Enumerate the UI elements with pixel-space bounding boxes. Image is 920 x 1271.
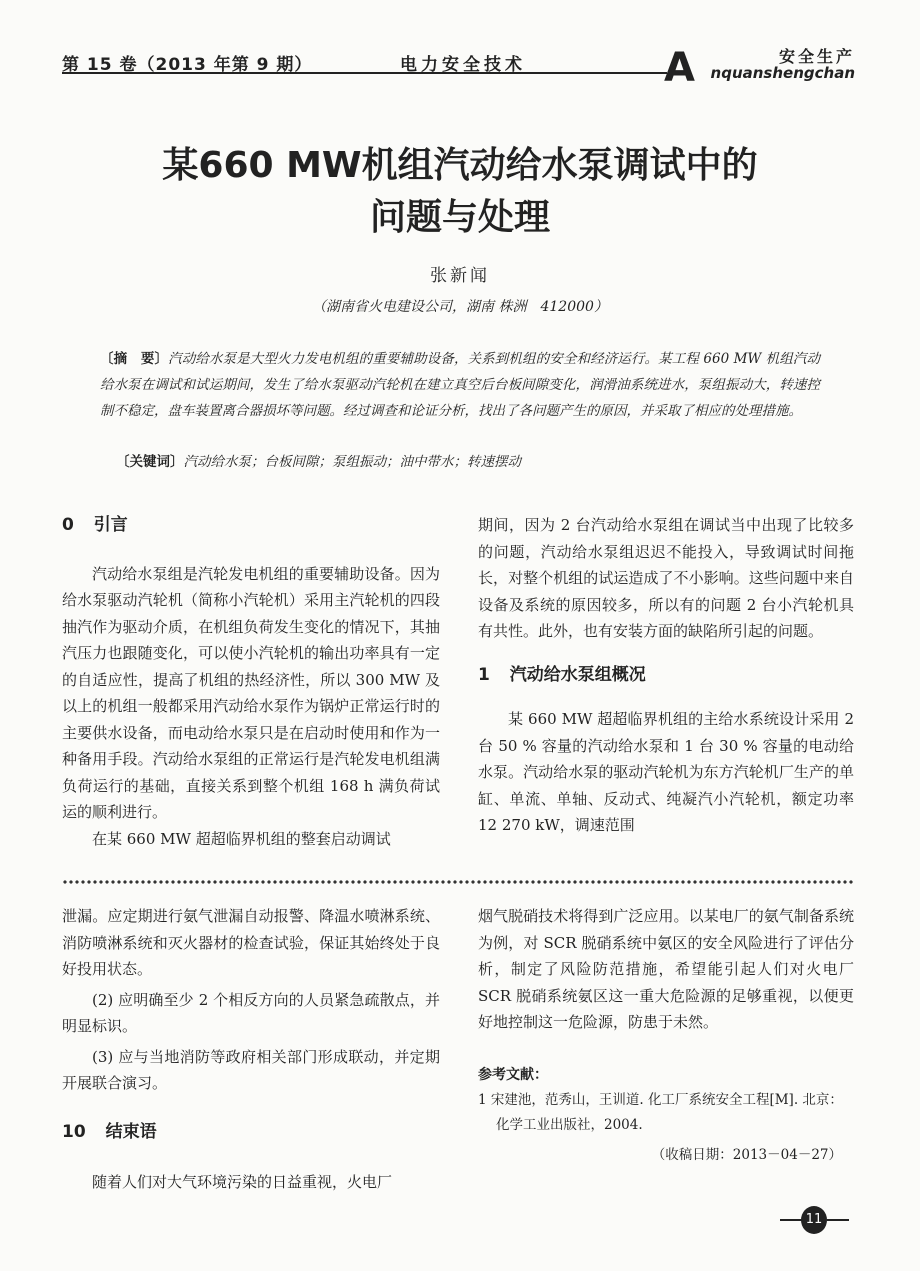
paragraph: 在某 660 MW 超超临界机组的整套启动调试 [92,829,391,848]
reference-line: 化学工业出版社，2004. [496,1117,643,1133]
section-10-title: 结束语 [105,1121,157,1142]
list-item: (2) 应明确至少 2 个相反方向的人员紧急疏散点，并明显标识。 [62,990,440,1035]
right-column-top [478,512,854,839]
page-number-marker [780,1205,850,1235]
section-10-heading [62,1119,440,1146]
column-logo-letter: A [664,45,695,91]
page-number-rule-left [780,1219,802,1221]
section-1-number: 1 [478,664,490,685]
page-number: 11 [801,1206,827,1234]
section-0-title: 引言 [93,515,128,535]
column-name: 安全生产 [778,47,855,66]
paragraph: 某 660 MW 超超临界机组的主给水系统设计采用 2 台 50 % 容量的汽动给水泵和 1 台 30 % 容量的电动给水泵。汽动给水泵的驱动汽轮机为东方汽轮机厂生产的单缸、单流、单轴、反动式、纯凝汽小汽轮机，额定功率 12 270 kW，调速范围 [478,710,854,834]
dotted-separator [62,878,854,886]
section-1-heading [478,662,854,689]
keywords-text: 汽动给水泵；台板间隙；泵组振动；油中带水；转速摆动 [183,454,521,470]
abstract-text: 汽动给水泵是大型火力发电机组的重要辅助设备，关系到机组的安全和经济运行。某工程 660 MW 机组汽动给水泵在调试和试运期间，发生了给水泵驱动汽轮机在建立真空后台板间隙变化，润滑油系统进水，泵组振动大，转速控制不稳定，盘车装置离合器损坏等问题。经过调查和论证分析，找出了各问题产生的原因，并采取了相应的处理措施。 [100,351,821,419]
abstract-label: 〔摘 要〕 [100,351,169,367]
article-title-line-2: 问题与处理 [369,197,550,238]
left-column-top [62,512,440,852]
journal-name: 电力安全技术 [400,55,526,75]
section-10-number: 10 [62,1121,86,1142]
received-date: （收稿日期：2013－04－27） [651,1147,842,1163]
references-title: 参考文献： [478,1066,548,1083]
abstract [100,346,820,424]
reference-line: 1 宋建池，范秀山，王训道. 化工厂系统安全工程[M]. 北京： [478,1092,843,1108]
keywords [116,450,820,470]
keywords-label: 〔关键词〕 [116,454,184,470]
paragraph: 烟气脱硝技术将得到广泛应用。以某电厂的氨气制备系统为例，对 SCR 脱硝系统中氨区的安全风险进行了评估分析，制定了风险防范措施，希望能引起人们对火电厂 SCR 脱硝系统氨区这一重大危险源的足够重视，以便更好地控制这一危险源，防患于未然。 [478,907,854,1031]
paragraph: 汽动给水泵组是汽轮发电机组的重要辅助设备。因为给水泵驱动汽轮机（简称小汽轮机）采用主汽轮机的四段抽汽作为驱动介质，在机组负荷发生变化的情况下，其抽汽压力也跟随变化，可以使小汽轮机的输出功率具有一定的自适应性，提高了机组的热经济性，所以 300 MW 及以上的机组一般都采用汽动给水泵作为锅炉正常运行时的主要供水设备，而电动给水泵只是在启动时使用和作为一种备用手段。汽动给水泵组的正常运行是汽轮发电机组满负荷运行的基础，直接关系到整个机组 168 h 满负荷试运的顺利进行。 [62,564,440,821]
header-rule [62,72,667,74]
paragraph: 随着人们对大气环境污染的日益重视，火电厂 [92,1173,393,1191]
author: 张新闻 [430,266,490,286]
journal-volume: 第 15 卷（2013 年第 9 期） [62,55,313,75]
section-0-number: 0 [62,515,74,535]
article-title-line-1: 某660 MW机组汽动给水泵调试中的 [162,145,758,186]
section-0-heading [62,512,440,539]
list-item: (3) 应与当地消防等政府相关部门形成联动，并定期开展联合演习。 [62,1047,440,1092]
affiliation: （湖南省火电建设公司，湖南 株洲 412000） [312,299,608,315]
article-title [60,140,860,244]
paragraph: 期间，因为 2 台汽动给水泵组在调试当中出现了比较多的问题，汽动给水泵组迟迟不能投入，导致调试时间拖长，对整个机组的试运造成了不小影响。这些问题中来自设备及系统的原因较多，所以有的问题 2 台小汽轮机具有共性。此外，也有安装方面的缺陷所引起的问题。 [478,516,854,640]
page-number-rule-right [827,1219,849,1221]
left-column-bottom [62,903,440,1196]
paragraph: 泄漏。应定期进行氨气泄漏自动报警、降温水喷淋系统、消防喷淋系统和灭火器材的检查试验，保证其始终处于良好投用状态。 [62,907,440,978]
section-1-title: 汽动给水泵组概况 [509,664,646,685]
column-pinyin: nquanshengchan [710,64,855,82]
right-column-bottom [478,903,854,1169]
